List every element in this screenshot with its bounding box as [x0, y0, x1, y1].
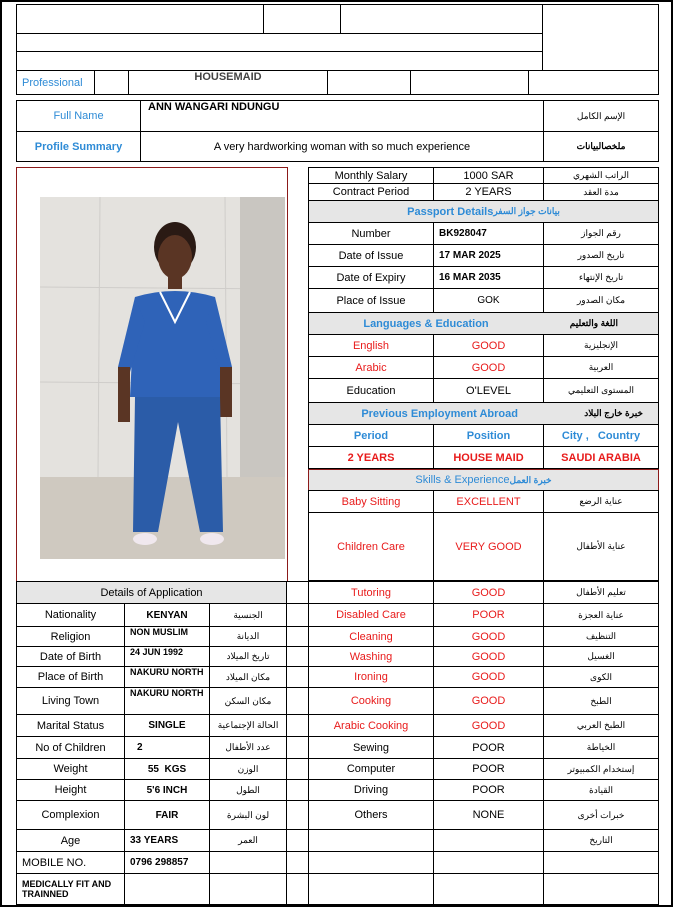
empty-cell — [124, 873, 210, 905]
top-cell — [340, 4, 543, 34]
top-cell — [542, 4, 659, 71]
empty-cell — [528, 70, 659, 95]
skill-ar: الطبخ — [543, 687, 659, 715]
medical-label: MEDICALLY FIT AND TRAINNED — [16, 873, 125, 905]
skill-value: EXCELLENT — [433, 490, 544, 513]
religion-value: NON MUSLIM — [124, 626, 210, 647]
dob-ar: تاريخ الميلاد — [209, 646, 287, 667]
place-of-issue-ar: مكان الصدور — [543, 288, 659, 313]
skill-label: Ironing — [308, 666, 434, 688]
separator-cell — [286, 603, 309, 627]
skill-label: Driving — [308, 779, 434, 801]
skill-value: GOOD — [433, 666, 544, 688]
profile-summary-label: Profile Summary — [16, 131, 141, 162]
living-town-value: NAKURU NORTH — [124, 687, 210, 715]
skill-value: POOR — [433, 603, 544, 627]
skill-value: GOOD — [433, 714, 544, 737]
applicant-photo — [40, 197, 285, 559]
employment-period: 2 YEARS — [308, 446, 434, 469]
skill-label: Tutoring — [308, 581, 434, 604]
education-ar: المستوى التعليمي — [543, 378, 659, 403]
english-value: GOOD — [433, 334, 544, 357]
height-value: 5'6 INCH — [124, 779, 210, 801]
nationality-label: Nationality — [16, 603, 125, 627]
height-ar: الطول — [209, 779, 287, 801]
dob-value: 24 JUN 1992 — [124, 646, 210, 667]
weight-value: 55 KGS — [124, 758, 210, 780]
skill-label: Baby Sitting — [308, 490, 434, 513]
skill-label: Washing — [308, 646, 434, 667]
religion-label: Religion — [16, 626, 125, 647]
skill-label: Sewing — [308, 736, 434, 759]
skill-value: NONE — [433, 800, 544, 830]
extra-ar: التاريخ — [543, 829, 659, 852]
date-of-expiry-ar: تاريخ الإنتهاء — [543, 266, 659, 289]
passport-section-header — [308, 200, 659, 223]
skill-ar: الغسيل — [543, 646, 659, 667]
education-value: O'LEVEL — [433, 378, 544, 403]
full-name-value: ANN WANGARI NDUNGU — [140, 100, 544, 132]
separator-cell — [286, 779, 309, 801]
skill-ar: الكوى — [543, 666, 659, 688]
top-cell — [16, 51, 543, 71]
living-town-label: Living Town — [16, 687, 125, 715]
nationality-ar: الجنسية — [209, 603, 287, 627]
date-of-issue-value: 17 MAR 2025 — [433, 244, 544, 267]
arabic-label: Arabic — [308, 356, 434, 379]
skill-value: GOOD — [433, 581, 544, 604]
skill-ar: التنظيف — [543, 626, 659, 647]
passport-number-ar: رقم الجواز — [543, 222, 659, 245]
date-of-expiry-value: 16 MAR 2035 — [433, 266, 544, 289]
english-label: English — [308, 334, 434, 357]
skill-value: GOOD — [433, 687, 544, 715]
complexion-label: Complexion — [16, 800, 125, 830]
employment-title-ar: خبرة خارج البلاد — [543, 402, 659, 425]
employment-country: SAUDI ARABIA — [543, 446, 659, 469]
skill-label: Disabled Care — [308, 603, 434, 627]
skill-value: POOR — [433, 758, 544, 780]
separator-cell — [286, 581, 309, 604]
separator-cell — [286, 873, 309, 905]
pob-ar: مكان الميلاد — [209, 666, 287, 688]
skill-value: GOOD — [433, 646, 544, 667]
passport-title-ar: بيانات جواز السفر — [493, 206, 560, 216]
age-value: 33 YEARS — [124, 829, 210, 852]
empty-cell — [308, 829, 434, 852]
separator-cell — [286, 851, 309, 874]
top-cell — [16, 33, 543, 52]
separator-cell — [286, 714, 309, 737]
skill-ar: تعليم الأطفال — [543, 581, 659, 604]
height-label: Height — [16, 779, 125, 801]
marital-status-ar: الحالة الإجتماعية — [209, 714, 287, 737]
skill-label: Cleaning — [308, 626, 434, 647]
date-of-issue-ar: تاريخ الصدور — [543, 244, 659, 267]
empty-cell — [308, 851, 434, 874]
top-cell — [263, 4, 341, 34]
skill-value: GOOD — [433, 626, 544, 647]
age-ar: العمر — [209, 829, 287, 852]
professional-label: Professional — [16, 70, 95, 95]
full-name-ar: الإسم الكامل — [543, 100, 659, 132]
city-country-header: City , Country — [543, 424, 659, 447]
skill-ar: إستخدام الكمبيوتر — [543, 758, 659, 780]
passport-number-label: Number — [308, 222, 434, 245]
top-cell — [16, 4, 264, 34]
skill-ar: الطبخ العربي — [543, 714, 659, 737]
skill-label: Cooking — [308, 687, 434, 715]
children-ar: عدد الأطفال — [209, 736, 287, 759]
position-header: Position — [433, 424, 544, 447]
separator-cell — [286, 666, 309, 688]
empty-cell — [433, 851, 544, 874]
empty-cell — [308, 873, 434, 905]
skill-ar: عناية الرضع — [543, 490, 659, 513]
living-town-ar: مكان السكن — [209, 687, 287, 715]
monthly-salary-ar: الراتب الشهري — [543, 167, 659, 184]
empty-cell — [410, 70, 529, 95]
marital-status-value: SINGLE — [124, 714, 210, 737]
monthly-salary-value: 1000 SAR — [433, 167, 544, 184]
contract-period-value: 2 YEARS — [433, 183, 544, 201]
place-of-issue-value: GOK — [433, 288, 544, 313]
languages-title: Languages & Education — [308, 312, 544, 335]
age-label: Age — [16, 829, 125, 852]
languages-title-ar: اللغة والتعليم — [543, 312, 659, 335]
education-label: Education — [308, 378, 434, 403]
weight-label: Weight — [16, 758, 125, 780]
contract-period-ar: مدة العقد — [543, 183, 659, 201]
mobile-value: 0796 298857 — [124, 851, 210, 874]
contract-period-label: Contract Period — [308, 183, 434, 201]
profile-summary-ar: ملخصالبيانات — [543, 131, 659, 162]
separator-cell — [286, 829, 309, 852]
date-of-expiry-label: Date of Expiry — [308, 266, 434, 289]
full-name-label: Full Name — [16, 100, 141, 132]
skills-section-header — [308, 469, 659, 491]
skills-title: Skills & Experience — [415, 474, 510, 486]
skill-ar: عناية العجزة — [543, 603, 659, 627]
empty-cell — [543, 851, 659, 874]
separator-cell — [286, 736, 309, 759]
skill-value: POOR — [433, 779, 544, 801]
nationality-value: KENYAN — [124, 603, 210, 627]
skill-label: Computer — [308, 758, 434, 780]
empty-cell — [433, 829, 544, 852]
empty-cell — [433, 873, 544, 905]
empty-cell — [94, 70, 129, 95]
employment-title: Previous Employment Abroad — [308, 402, 544, 425]
skill-ar: الخياطة — [543, 736, 659, 759]
empty-cell — [209, 851, 287, 874]
skill-ar: القيادة — [543, 779, 659, 801]
children-value: 2 — [124, 736, 210, 759]
period-header: Period — [308, 424, 434, 447]
separator-cell — [286, 687, 309, 715]
skills-title-ar: خبرة العمل — [509, 474, 552, 485]
skill-value: VERY GOOD — [433, 512, 544, 581]
empty-cell — [543, 873, 659, 905]
monthly-salary-label: Monthly Salary — [308, 167, 434, 184]
date-of-issue-label: Date of Issue — [308, 244, 434, 267]
skill-label: Others — [308, 800, 434, 830]
dob-label: Date of Birth — [16, 646, 125, 667]
passport-title: Passport Details — [407, 205, 494, 218]
arabic-value: GOOD — [433, 356, 544, 379]
separator-cell — [286, 626, 309, 647]
complexion-ar: لون البشرة — [209, 800, 287, 830]
skill-ar: عناية الأطفال — [543, 512, 659, 581]
professional-value: HOUSEMAID — [128, 70, 328, 95]
marital-status-label: Marital Status — [16, 714, 125, 737]
separator-cell — [286, 758, 309, 780]
separator-cell — [286, 646, 309, 667]
english-ar: الإنجليزية — [543, 334, 659, 357]
skill-label: Children Care — [308, 512, 434, 581]
pob-label: Place of Birth — [16, 666, 125, 688]
children-label: No of Children — [16, 736, 125, 759]
arabic-ar: العربية — [543, 356, 659, 379]
skill-ar: خبرات أخرى — [543, 800, 659, 830]
empty-cell — [209, 873, 287, 905]
separator-cell — [286, 800, 309, 830]
mobile-label: MOBILE NO. — [16, 851, 125, 874]
complexion-value: FAIR — [124, 800, 210, 830]
skill-label: Arabic Cooking — [308, 714, 434, 737]
employment-position: HOUSE MAID — [433, 446, 544, 469]
application-title: Details of Application — [16, 581, 287, 604]
weight-ar: الوزن — [209, 758, 287, 780]
religion-ar: الديانة — [209, 626, 287, 647]
place-of-issue-label: Place of Issue — [308, 288, 434, 313]
skill-value: POOR — [433, 736, 544, 759]
pob-value: NAKURU NORTH — [124, 666, 210, 688]
empty-cell — [327, 70, 411, 95]
profile-summary-value: A very hardworking woman with so much experience — [140, 131, 544, 162]
passport-number-value: BK928047 — [433, 222, 544, 245]
